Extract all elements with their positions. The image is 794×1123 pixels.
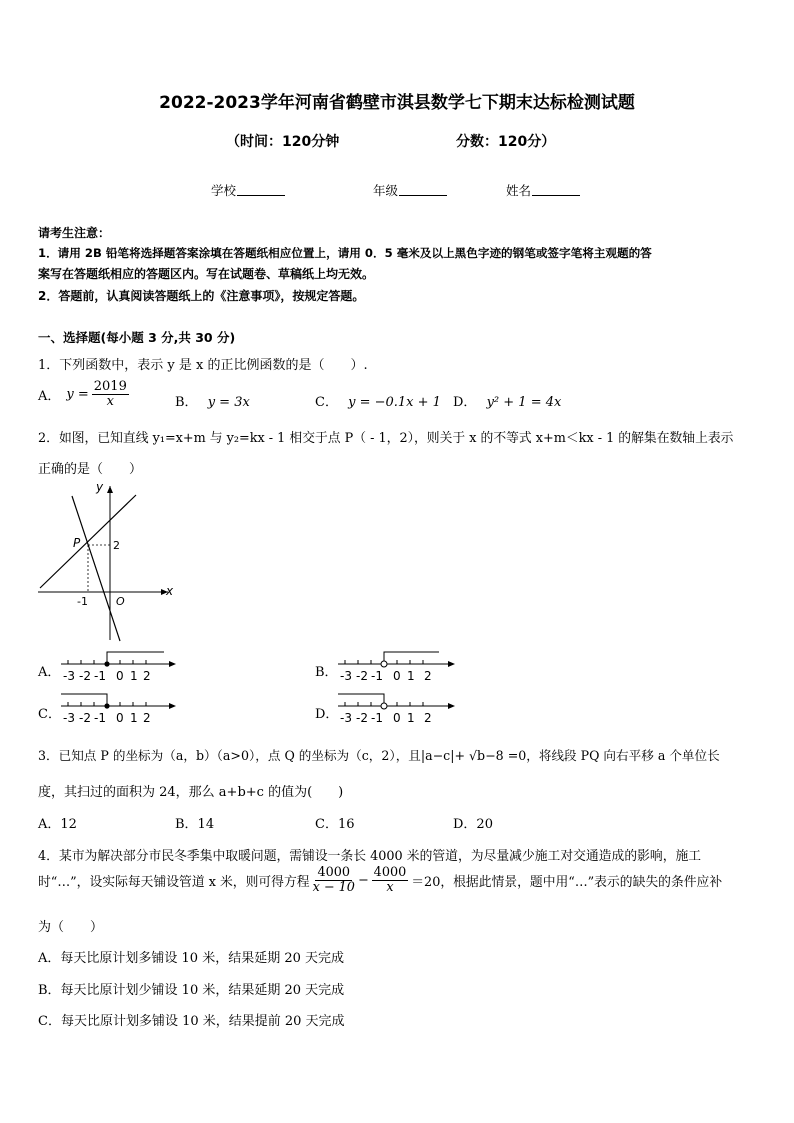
q1-a-lhs: y =	[66, 387, 89, 402]
numline-arrow	[448, 661, 455, 667]
svg-text:2: 2	[424, 669, 432, 683]
q3-option-c[interactable]: C．16	[315, 817, 355, 832]
notice-line-1a: 1．请用 2B 铅笔将选择题答案涂填在答题纸相应位置上，请用 0．5 毫米及以上黑色字迹的钢笔或签字笔将主观题的答	[38, 246, 652, 260]
q3-line-2: 度，其扫过的面积为 24，那么 a+b+c 的值为( )	[38, 785, 344, 800]
svg-text:-3: -3	[63, 669, 75, 683]
numline-arrow	[448, 703, 455, 709]
notice-heading: 请考生注意：	[38, 226, 111, 240]
q1-a-label: A．	[38, 389, 61, 404]
q1-option-c[interactable]	[315, 391, 441, 410]
q4-line-2-post: ＝20，根据此情景，题中用“…”表示的缺失的条件应补	[411, 875, 723, 890]
q4-fraction-1	[313, 866, 355, 895]
q1-a-num: 2019	[93, 379, 127, 394]
q2-option-a-numberline[interactable]	[58, 648, 178, 686]
q2-option-c-label[interactable]: C．	[38, 707, 61, 722]
solid-point	[104, 703, 109, 708]
point-p-label: P	[73, 536, 81, 550]
svg-text:-2: -2	[79, 711, 91, 725]
q1-d-expr: y² + 1 = 4x	[486, 395, 562, 410]
q4-line-2	[38, 866, 722, 895]
solution-ray	[338, 694, 384, 703]
q4-frac1-den: x − 10	[312, 880, 355, 895]
numline-labels	[63, 711, 151, 725]
q2-option-c-numberline[interactable]	[58, 690, 178, 728]
svg-text:-1: -1	[94, 669, 106, 683]
svg-text:-1: -1	[371, 711, 383, 725]
q1-option-b[interactable]	[175, 391, 250, 410]
y-tick-2-label: 2	[113, 539, 120, 552]
svg-text:0: 0	[393, 711, 401, 725]
q2-line-2: 正确的是（ ）	[38, 462, 143, 477]
q3-line-1: 3．已知点 P 的坐标为（a，b）（a>0），点 Q 的坐标为（c，2），且|a−c|+ √b−8 =0，将线段 PQ 向右平移 a 个单位长	[38, 748, 720, 763]
q3-option-b[interactable]: B．14	[175, 817, 215, 832]
q4-option-b[interactable]: B．每天比原计划少铺设 10 米，结果延期 20 天完成	[38, 983, 345, 998]
q2-option-a-label[interactable]: A．	[38, 665, 61, 680]
q1-a-fraction	[92, 380, 129, 409]
q4-frac2-num: 4000	[373, 865, 407, 880]
q4-fraction-2	[372, 866, 409, 895]
q2-option-b-label[interactable]: B．	[315, 665, 338, 680]
svg-text:1: 1	[130, 669, 138, 683]
svg-text:1: 1	[407, 669, 415, 683]
q1-stem: 1．下列函数中，表示 y 是 x 的正比例函数的是（ ）.	[38, 358, 368, 373]
svg-text:-2: -2	[79, 669, 91, 683]
solid-point	[104, 661, 109, 666]
x-axis-label: x	[166, 584, 174, 598]
numline-labels	[340, 711, 432, 725]
q4-line-1: 4．某市为解决部分市民冬季集中取暖问题，需铺设一条长 4000 米的管道，为尽量减少施工对交通造成的影响，施工	[38, 849, 702, 864]
numline-labels	[340, 669, 432, 683]
solution-ray	[384, 652, 439, 661]
svg-text:-2: -2	[356, 711, 368, 725]
q2-option-d-label[interactable]: D．	[315, 707, 339, 722]
q2-coordinate-graph	[30, 478, 180, 646]
numline-arrow	[169, 703, 176, 709]
hollow-point	[381, 703, 387, 709]
q1-b-label: B．	[175, 395, 198, 410]
hollow-point	[381, 661, 387, 667]
q1-a-den: x	[106, 394, 114, 409]
q4-line-3: 为（ ）	[38, 920, 104, 935]
q1-b-expr: y = 3x	[207, 395, 250, 410]
x-tick-neg1-label: -1	[77, 595, 88, 608]
exam-title: 2022-2023学年河南省鹤壁市淇县数学七下期末达标检测试题	[159, 93, 635, 113]
svg-text:1: 1	[130, 711, 138, 725]
svg-text:-1: -1	[94, 711, 106, 725]
q2-option-d-numberline[interactable]	[335, 690, 457, 728]
notice-line-1b: 案写在答题纸相应的答题区内。写在试题卷、草稿纸上均无效。	[38, 267, 375, 281]
school-label: 学校	[211, 183, 237, 198]
q2-option-b-numberline[interactable]	[335, 648, 457, 686]
q1-d-label: D．	[453, 395, 477, 410]
exam-time: （时间：120分钟	[226, 134, 340, 150]
svg-text:2: 2	[143, 669, 151, 683]
svg-text:-2: -2	[356, 669, 368, 683]
q2-line-1: 2．如图，已知直线 y₁=x+m 与 y₂=kx - 1 相交于点 P（ - 1，2），则关于 x 的不等式 x+m＜kx - 1 的解集在数轴上表示	[38, 431, 734, 446]
section-title: 一、选择题(每小题 3 分,共 30 分)	[38, 330, 236, 345]
exam-score: 分数：120分）	[456, 134, 556, 150]
y-axis-arrow	[107, 486, 113, 493]
q4-option-a[interactable]: A．每天比原计划多铺设 10 米，结果延期 20 天完成	[38, 951, 345, 966]
q4-option-c[interactable]: C．每天比原计划多铺设 10 米，结果提前 20 天完成	[38, 1014, 345, 1029]
q3-option-a[interactable]: A．12	[38, 817, 77, 832]
svg-text:-3: -3	[63, 711, 75, 725]
grade-label: 年级	[373, 183, 399, 198]
numline-labels	[63, 669, 151, 683]
school-field[interactable]	[211, 181, 285, 199]
solution-ray	[107, 652, 164, 664]
grade-blank[interactable]	[399, 183, 447, 196]
svg-text:0: 0	[393, 669, 401, 683]
svg-text:2: 2	[424, 711, 432, 725]
notice-line-2: 2．答题前，认真阅读答题纸上的《注意事项》，按规定答题。	[38, 289, 365, 303]
q4-minus: −	[357, 873, 369, 888]
q4-line-2-pre: 时“…”，设实际每天铺设管道 x 米，则可得方程	[38, 875, 310, 890]
name-field[interactable]	[506, 181, 580, 199]
grade-field[interactable]	[373, 181, 447, 199]
svg-text:2: 2	[143, 711, 151, 725]
q4-frac1-num: 4000	[317, 865, 351, 880]
svg-text:-3: -3	[340, 669, 352, 683]
q1-option-d[interactable]	[453, 391, 561, 410]
svg-text:1: 1	[407, 711, 415, 725]
q1-option-a[interactable]	[38, 380, 132, 409]
svg-text:-1: -1	[371, 669, 383, 683]
q3-option-d[interactable]: D．20	[453, 817, 493, 832]
q4-frac2-den: x	[386, 880, 394, 895]
q1-c-expr: y = −0.1x + 1	[348, 395, 441, 410]
origin-label: O	[116, 595, 125, 608]
svg-text:-3: -3	[340, 711, 352, 725]
name-blank[interactable]	[532, 183, 580, 196]
numline-arrow	[169, 661, 176, 667]
svg-text:0: 0	[116, 711, 124, 725]
q1-c-label: C．	[315, 395, 338, 410]
school-blank[interactable]	[237, 183, 285, 196]
y-axis-label: y	[96, 480, 104, 494]
svg-text:0: 0	[116, 669, 124, 683]
name-label: 姓名	[506, 183, 532, 198]
